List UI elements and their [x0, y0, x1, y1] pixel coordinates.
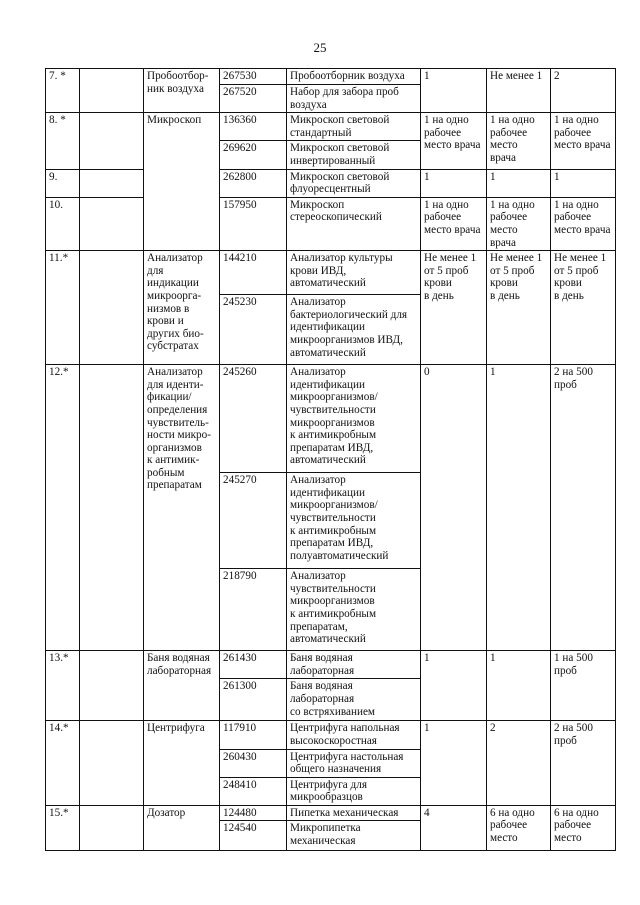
- table-row: [46, 113, 616, 141]
- nomenclature-description: Микроскоп стереоскопический: [287, 197, 421, 250]
- row-number: 15.*: [46, 805, 80, 851]
- nomenclature-description: Микроскоп световой стандартный: [287, 113, 421, 141]
- quantity-2: 2: [487, 721, 551, 806]
- quantity-2: Не менее 1 от 5 проб крови в день: [487, 251, 551, 365]
- row-number: 11.*: [46, 251, 80, 365]
- nomenclature-description: Микропипетка механическая: [287, 821, 421, 851]
- nomenclature-description: Баня водяная лабораторная: [287, 651, 421, 679]
- nomenclature-code: 144210: [220, 251, 287, 295]
- nomenclature-description: Баня водяная лабораторная со встряхиванием: [287, 679, 421, 721]
- nomenclature-code: 124540: [220, 821, 287, 851]
- nomenclature-description: Центрифуга для микрообразцов: [287, 777, 421, 805]
- nomenclature-code: 261430: [220, 651, 287, 679]
- nomenclature-description: Анализатор культуры крови ИВД, автоматический: [287, 251, 421, 295]
- quantity-1: 1 на одно рабочее место врача: [421, 113, 487, 169]
- quantity-2: 1: [487, 651, 551, 721]
- nomenclature-description: Набор для забора проб воздуха: [287, 85, 421, 113]
- nomenclature-description: Пипетка механическая: [287, 805, 421, 821]
- table-row: [46, 365, 616, 473]
- equipment-name: Центрифуга: [144, 721, 220, 806]
- nomenclature-description: Анализатор чувствительности микроорганизмов к антимикробным препаратам, автоматический: [287, 569, 421, 651]
- row-number: 9.: [46, 169, 80, 197]
- nomenclature-description: Анализатор идентификации микроорганизмов/ чувствительности к антимикробным препаратам ИВД, полуавтоматический: [287, 473, 421, 569]
- quantity-1: 1: [421, 169, 487, 197]
- row-number: 14.*: [46, 721, 80, 806]
- nomenclature-code: 261300: [220, 679, 287, 721]
- table-row: [46, 69, 616, 85]
- blank-cell: [80, 651, 144, 721]
- nomenclature-code: 267520: [220, 85, 287, 113]
- blank-cell: [80, 721, 144, 806]
- quantity-3: 2 на 500 проб: [551, 721, 616, 806]
- nomenclature-code: 124480: [220, 805, 287, 821]
- quantity-2: 1 на одно рабочее место врача: [487, 113, 551, 169]
- quantity-1: 4: [421, 805, 487, 851]
- table-row: [46, 251, 616, 295]
- nomenclature-code: 117910: [220, 721, 287, 749]
- equipment-name: Баня водяная лабораторная: [144, 651, 220, 721]
- row-number: 12.*: [46, 365, 80, 651]
- nomenclature-code: 248410: [220, 777, 287, 805]
- quantity-1: 1: [421, 721, 487, 806]
- blank-cell: [80, 113, 144, 169]
- nomenclature-code: 157950: [220, 197, 287, 250]
- equipment-name: Пробоотбор- ник воздуха: [144, 69, 220, 113]
- table-row: [46, 197, 616, 250]
- nomenclature-code: 267530: [220, 69, 287, 85]
- nomenclature-code: 245260: [220, 365, 287, 473]
- quantity-1: 1: [421, 651, 487, 721]
- quantity-3: Не менее 1 от 5 проб крови в день: [551, 251, 616, 365]
- quantity-1: 1 на одно рабочее место врача: [421, 197, 487, 250]
- nomenclature-code: 245230: [220, 295, 287, 365]
- table-row: [46, 805, 616, 821]
- quantity-2: 1: [487, 365, 551, 651]
- equipment-name: Анализатор для индикации микроорга- низмов в крови и других био- субстратах: [144, 251, 220, 365]
- row-number: 8. *: [46, 113, 80, 169]
- quantity-2: Не менее 1: [487, 69, 551, 113]
- table-row: [46, 721, 616, 749]
- quantity-1: 0: [421, 365, 487, 651]
- page-number: 25: [313, 40, 327, 55]
- equipment-name: Микроскоп: [144, 113, 220, 251]
- nomenclature-description: Пробоотборник воздуха: [287, 69, 421, 85]
- blank-cell: [80, 251, 144, 365]
- table-row: [46, 651, 616, 679]
- quantity-3: 1 на одно рабочее место врача: [551, 197, 616, 250]
- nomenclature-description: Анализатор идентификации микроорганизмов/ чувствительности микроорганизмов к антимикробным препаратам ИВД, автоматический: [287, 365, 421, 473]
- quantity-3: 1: [551, 169, 616, 197]
- blank-cell: [80, 169, 144, 197]
- nomenclature-code: 218790: [220, 569, 287, 651]
- equipment-name: Дозатор: [144, 805, 220, 851]
- blank-cell: [80, 365, 144, 651]
- nomenclature-description: Анализатор бактериологический для идентификации микроорганизмов ИВД, автоматический: [287, 295, 421, 365]
- row-number: 7. *: [46, 69, 80, 113]
- nomenclature-code: 269620: [220, 141, 287, 169]
- quantity-3: 1 на 500 проб: [551, 651, 616, 721]
- nomenclature-description: Центрифуга настольная общего назначения: [287, 749, 421, 777]
- nomenclature-code: 262800: [220, 169, 287, 197]
- quantity-2: 1: [487, 169, 551, 197]
- quantity-1: 1: [421, 69, 487, 113]
- quantity-3: 1 на одно рабочее место врача: [551, 113, 616, 169]
- nomenclature-code: 260430: [220, 749, 287, 777]
- nomenclature-description: Микроскоп световой флуоресцентный: [287, 169, 421, 197]
- quantity-3: 6 на одно рабочее место: [551, 805, 616, 851]
- quantity-2: 1 на одно рабочее место врача: [487, 197, 551, 250]
- nomenclature-code: 245270: [220, 473, 287, 569]
- blank-cell: [80, 805, 144, 851]
- row-number: 10.: [46, 197, 80, 250]
- nomenclature-description: Центрифуга напольная высокоскоростная: [287, 721, 421, 749]
- blank-cell: [80, 69, 144, 113]
- equipment-table: [45, 68, 616, 851]
- quantity-2: 6 на одно рабочее место: [487, 805, 551, 851]
- quantity-1: Не менее 1 от 5 проб крови в день: [421, 251, 487, 365]
- blank-cell: [80, 197, 144, 250]
- equipment-name: Анализатор для иденти- фикации/ определения чувствитель- ности микро- организмов к антимик- робным препаратам: [144, 365, 220, 651]
- quantity-3: 2: [551, 69, 616, 113]
- table-row: [46, 169, 616, 197]
- nomenclature-description: Микроскоп световой инвертированный: [287, 141, 421, 169]
- nomenclature-code: 136360: [220, 113, 287, 141]
- row-number: 13.*: [46, 651, 80, 721]
- quantity-3: 2 на 500 проб: [551, 365, 616, 651]
